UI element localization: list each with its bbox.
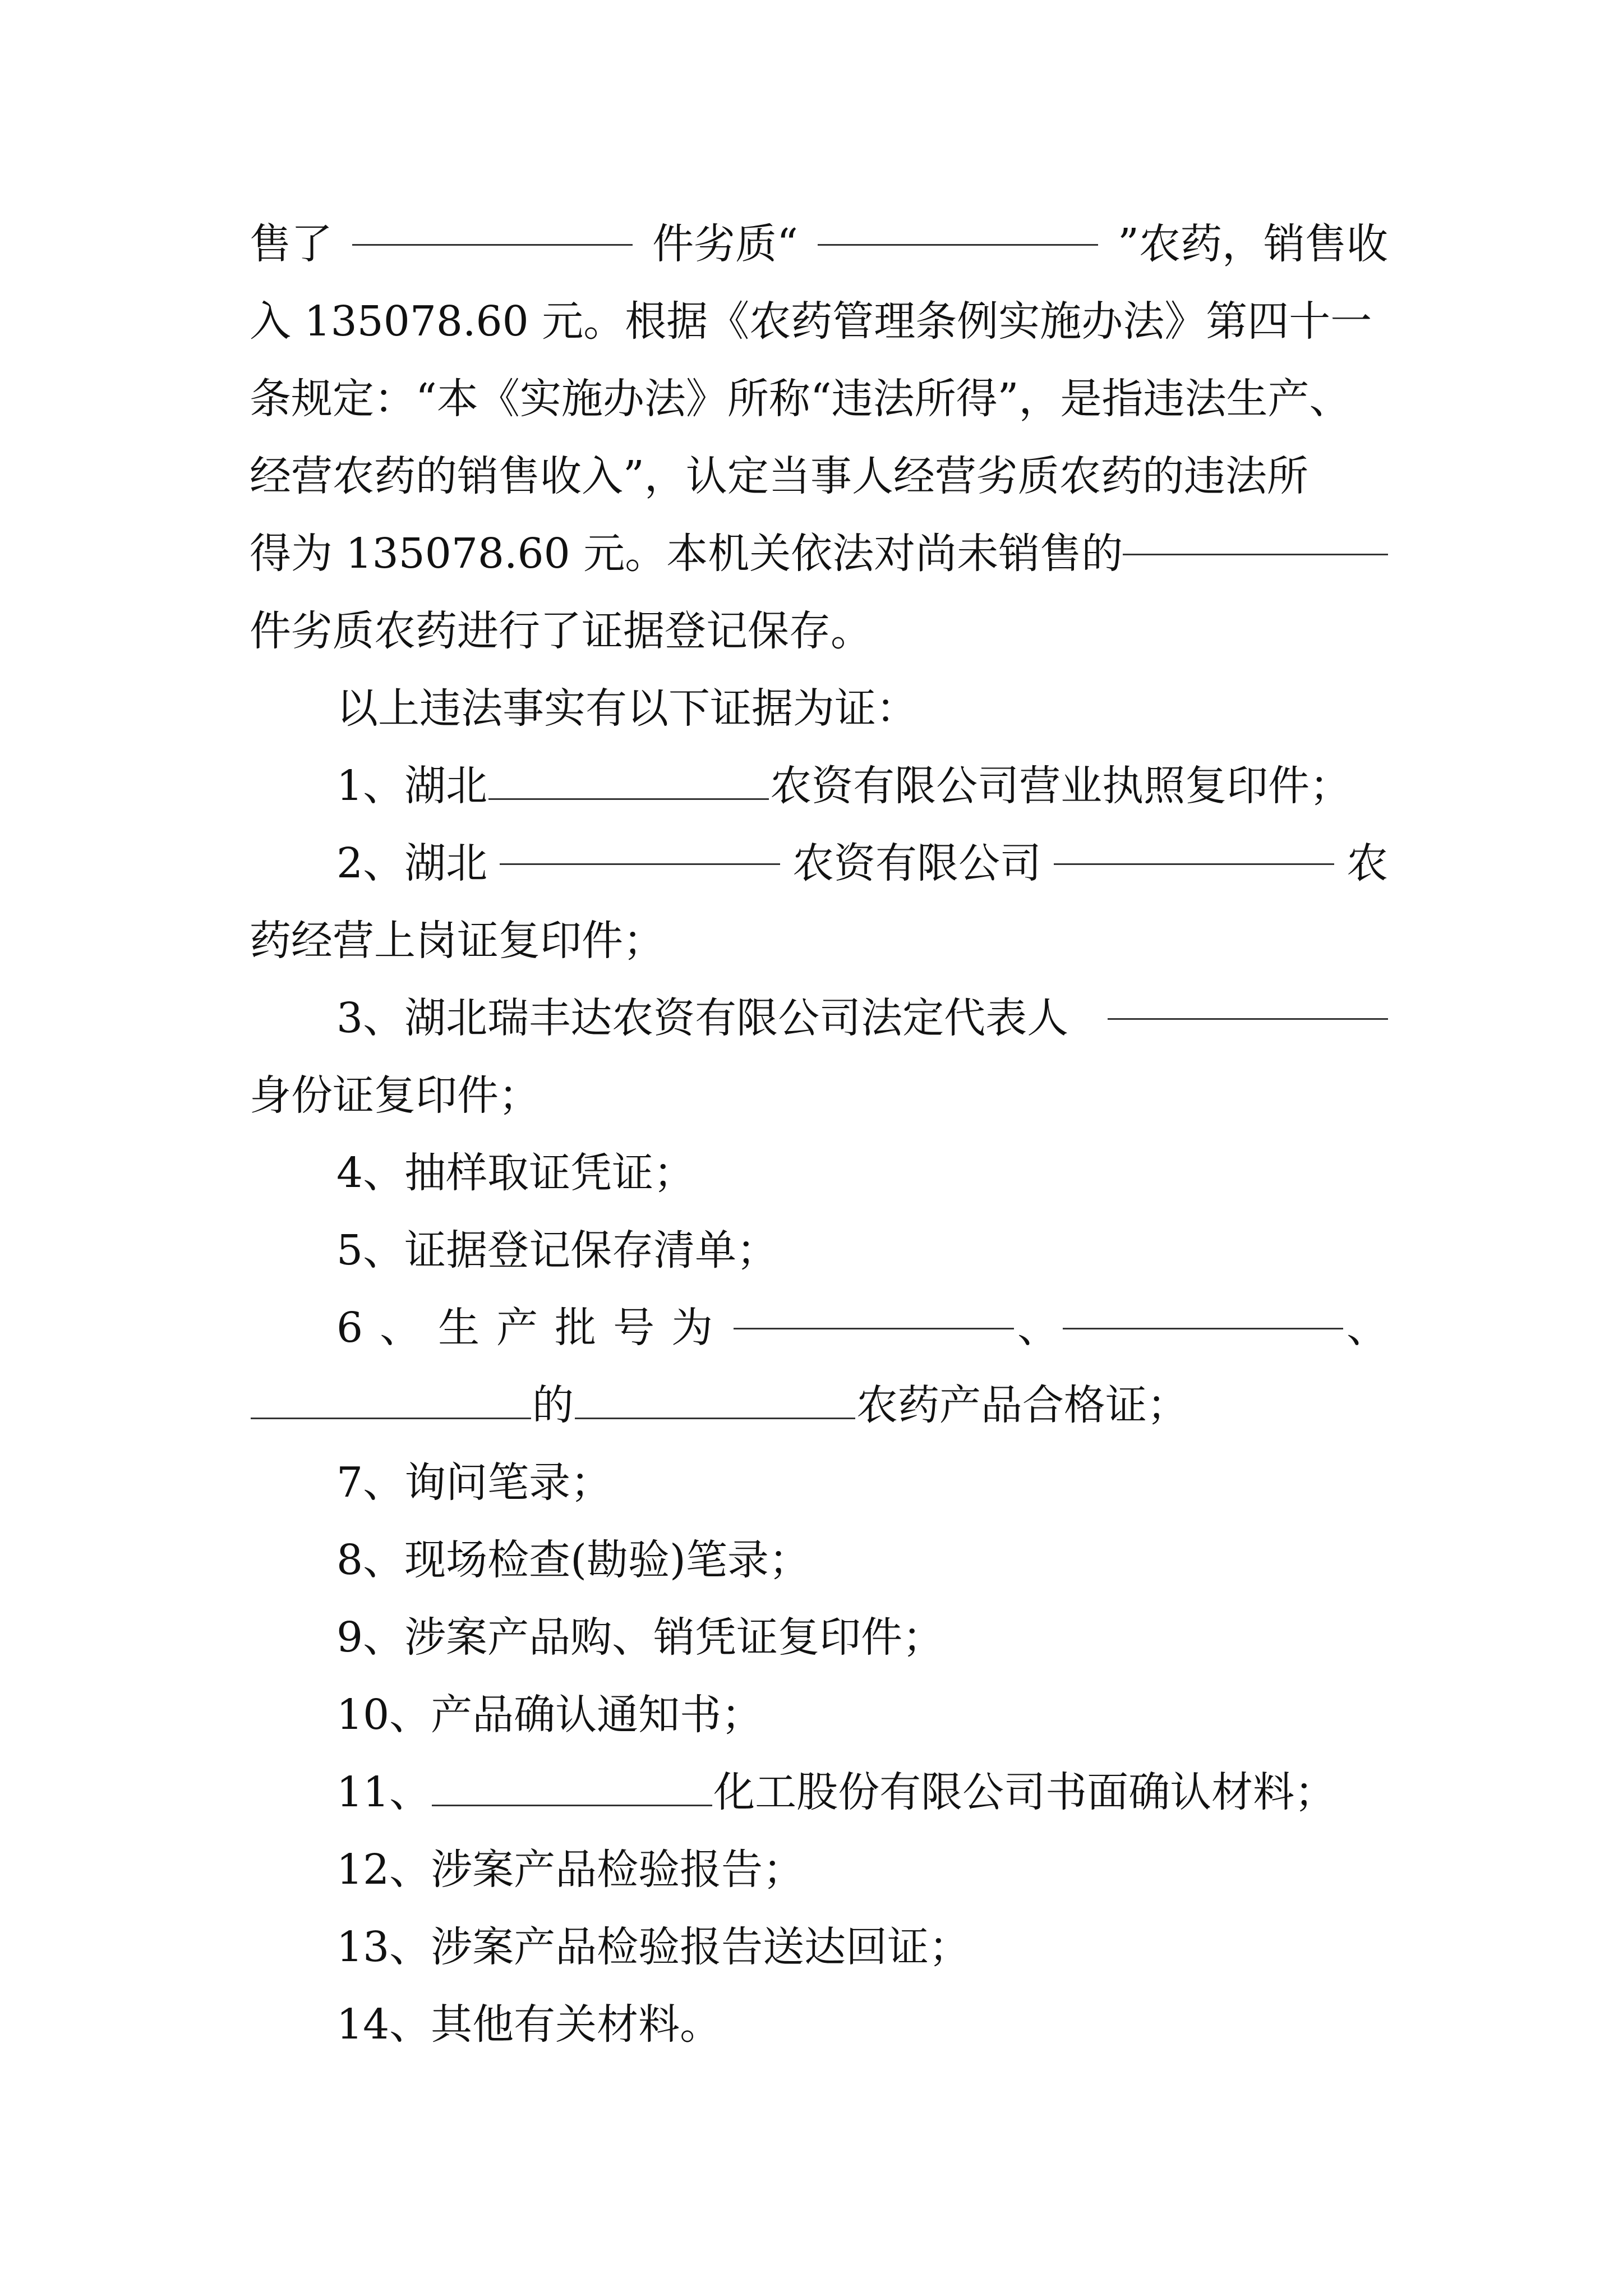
blank-field bbox=[251, 1416, 531, 1419]
evidence-item-14: 14、其他有关材料。 bbox=[336, 2000, 722, 2049]
blank-field bbox=[734, 1327, 1014, 1329]
evidence-item-2-cont: 药经营上岗证复印件； bbox=[250, 917, 665, 965]
text-segment: 的 bbox=[532, 1381, 574, 1429]
blank-field bbox=[1123, 553, 1388, 555]
text-segment: 件劣质“ bbox=[652, 220, 798, 268]
text-segment: 、 bbox=[1346, 1304, 1388, 1352]
blank-field bbox=[818, 243, 1098, 246]
evidence-item-12: 12、涉案产品检验报告； bbox=[336, 1846, 805, 1894]
evidence-item-9: 9、涉案产品购、销凭证复印件； bbox=[336, 1613, 944, 1662]
evidence-item-3 bbox=[336, 976, 1388, 1060]
text-segment: 农药产品合格证； bbox=[856, 1381, 1188, 1429]
blank-field bbox=[1108, 1017, 1388, 1020]
evidence-item-11 bbox=[336, 1750, 1388, 1834]
evidence-item-8: 8、现场检查(勘验)笔录； bbox=[336, 1536, 810, 1584]
text-segment: 2、湖北 bbox=[336, 839, 488, 887]
text-segment: 11、 bbox=[336, 1768, 431, 1816]
text-segment: 、 bbox=[1017, 1304, 1059, 1352]
paragraph-line-1 bbox=[250, 202, 1388, 286]
text-segment: 得为 135078.60 元。本机关依法对尚未销售的 bbox=[250, 530, 1123, 578]
paragraph-line-5 bbox=[250, 512, 1388, 596]
evidence-intro: 以上违法事实有以下证据为证： bbox=[336, 684, 917, 733]
paragraph-line-4: 经营农药的销售收入”，认定当事人经营劣质农药的违法所 bbox=[250, 452, 1308, 500]
text-segment: 3、湖北瑞丰达农资有限公司法定代表人 bbox=[336, 994, 1069, 1042]
evidence-item-10: 10、产品确认通知书； bbox=[336, 1691, 763, 1739]
text-segment: 农资有限公司 bbox=[792, 839, 1042, 887]
evidence-item-6-cont bbox=[250, 1363, 1388, 1447]
blank-field bbox=[500, 862, 780, 865]
paragraph-line-6: 件劣质农药进行了证据登记保存。 bbox=[250, 607, 872, 655]
text-segment: 化工股份有限公司书面确认材料； bbox=[713, 1768, 1336, 1816]
evidence-item-5: 5、证据登记保存清单； bbox=[336, 1226, 778, 1274]
blank-field bbox=[1063, 1327, 1343, 1329]
evidence-item-3-cont: 身份证复印件； bbox=[250, 1071, 540, 1120]
text-segment: 1、湖北 bbox=[336, 762, 488, 810]
blank-field bbox=[575, 1416, 855, 1419]
evidence-item-6 bbox=[336, 1286, 1388, 1370]
text-segment: 农 bbox=[1346, 839, 1388, 887]
paragraph-line-2: 入 135078.60 元。根据《农药管理条例实施办法》第四十一 bbox=[250, 297, 1372, 346]
evidence-item-1 bbox=[336, 744, 1388, 828]
evidence-item-2 bbox=[336, 821, 1388, 905]
blank-field bbox=[488, 797, 769, 800]
text-segment: ”农药，销售收 bbox=[1118, 220, 1388, 268]
blank-field bbox=[352, 243, 633, 246]
evidence-item-4: 4、抽样取证凭证； bbox=[336, 1149, 695, 1197]
evidence-item-7: 7、询问笔录； bbox=[336, 1458, 612, 1507]
text-segment: 农资有限公司营业执照复印件； bbox=[770, 762, 1352, 810]
blank-field bbox=[432, 1803, 712, 1806]
text-segment: 6、生产批号为 bbox=[336, 1304, 730, 1352]
paragraph-line-3: 条规定：“本《实施办法》所称“违法所得”，是指违法生产、 bbox=[250, 375, 1351, 423]
text-segment: 售了 bbox=[250, 220, 333, 268]
blank-field bbox=[1054, 862, 1334, 865]
evidence-item-13: 13、涉案产品检验报告送达回证； bbox=[336, 1923, 971, 1971]
